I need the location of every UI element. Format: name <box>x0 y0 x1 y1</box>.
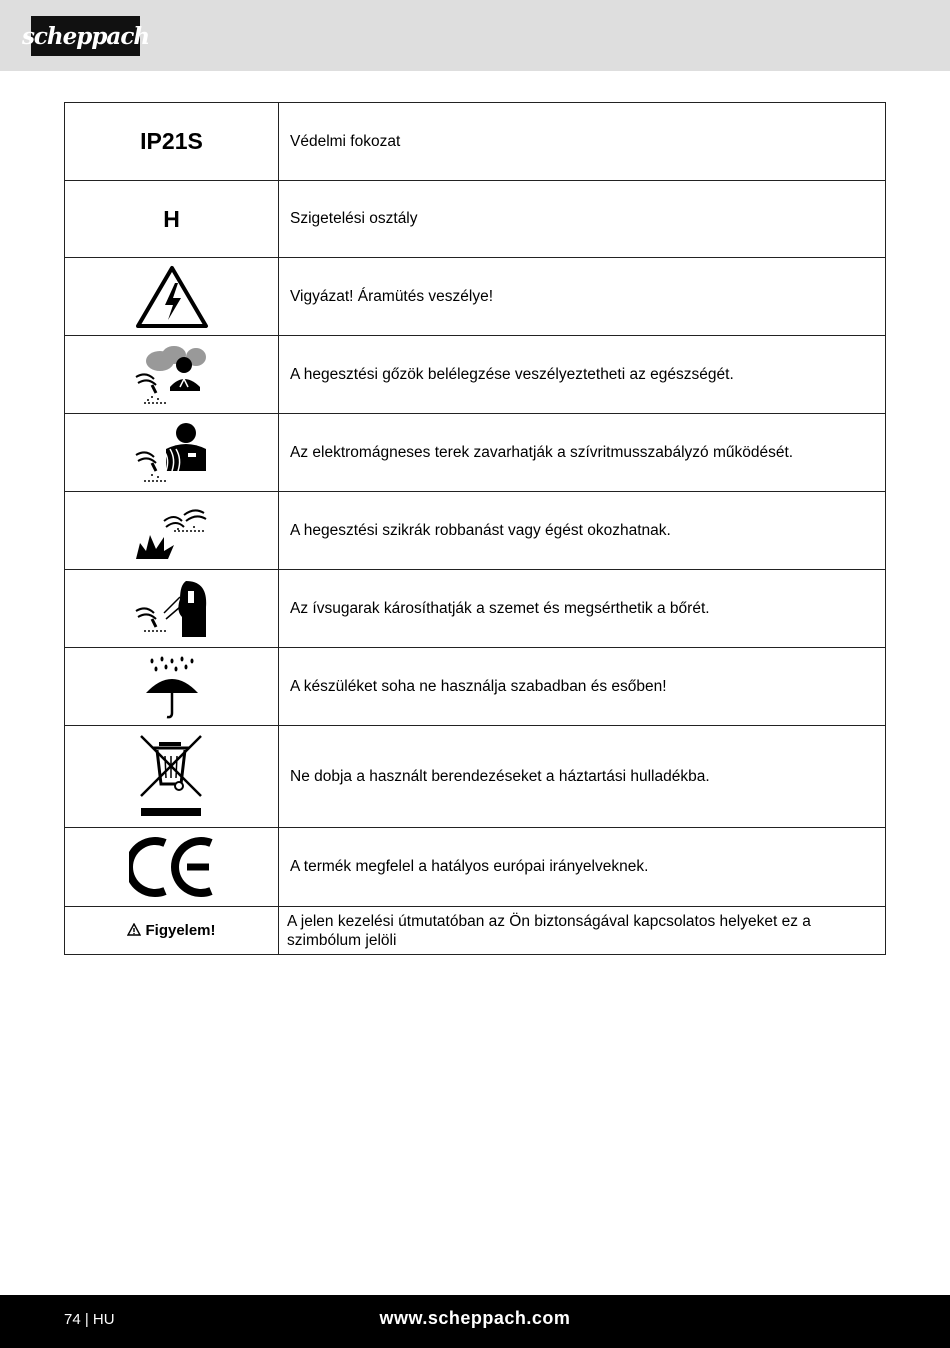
table-row <box>65 492 886 570</box>
description-cell: A jelen kezelési útmutatóban az Ön biztonságával kapcsolatos helyeket ez a szimbólum jelöli <box>279 907 886 955</box>
description-cell: Az elektromágneses terek zavarhatják a szívritmusszabályzó működését. <box>279 414 886 492</box>
welding-fumes-icon <box>134 343 210 407</box>
crossed-bin-icon <box>139 734 205 820</box>
scheppach-logo: scheppach <box>31 16 140 56</box>
protection-class-code: IP21S <box>140 128 203 154</box>
symbol-cell <box>65 648 279 726</box>
table-row <box>65 336 886 414</box>
description-cell: A hegesztési gőzök belélegzése veszélyeztetheti az egészségét. <box>279 336 886 414</box>
symbol-cell <box>65 336 279 414</box>
description-cell: A termék megfelel a hatályos európai irányelveknek. <box>279 828 886 907</box>
page-number: 74 | HU <box>64 1311 115 1328</box>
umbrella-rain-icon <box>144 655 200 719</box>
arc-rays-icon <box>134 577 210 641</box>
symbols-table <box>64 102 886 955</box>
description-cell: Ne dobja a használt berendezéseket a háztartási hulladékba. <box>279 726 886 828</box>
website-url: www.scheppach.com <box>379 1308 571 1328</box>
symbol-cell <box>65 103 279 181</box>
table-row <box>65 828 886 907</box>
symbol-cell <box>65 414 279 492</box>
table-row <box>65 258 886 336</box>
table-row <box>65 181 886 258</box>
ce-mark-icon <box>129 836 215 898</box>
table-row <box>65 907 886 955</box>
explosion-sparks-icon <box>134 499 210 563</box>
warning-triangle-icon <box>127 923 141 936</box>
table-row <box>65 414 886 492</box>
description-cell: Védelmi fokozat <box>279 103 886 181</box>
description-cell: A hegesztési szikrák robbanást vagy égést okozhatnak. <box>279 492 886 570</box>
table-row <box>65 648 886 726</box>
electric-shock-warning-icon <box>135 265 209 329</box>
table-row <box>65 570 886 648</box>
symbol-cell <box>65 907 279 955</box>
attention-label: Figyelem! <box>145 921 216 939</box>
description-cell: Szigetelési osztály <box>279 181 886 258</box>
table-row <box>65 103 886 181</box>
symbol-cell <box>65 258 279 336</box>
description-cell: Vigyázat! Áramütés veszélye! <box>279 258 886 336</box>
page-footer <box>0 1295 950 1348</box>
description-cell: Az ívsugarak károsíthatják a szemet és megsérthetik a bőrét. <box>279 570 886 648</box>
insulation-class-code: H <box>163 205 180 232</box>
symbol-cell <box>65 181 279 258</box>
symbol-cell <box>65 492 279 570</box>
page-header <box>0 0 950 71</box>
description-cell: A készüléket soha ne használja szabadban és esőben! <box>279 648 886 726</box>
symbol-cell <box>65 726 279 828</box>
table-row <box>65 726 886 828</box>
symbol-cell <box>65 570 279 648</box>
pacemaker-warning-icon <box>134 421 210 485</box>
symbol-cell <box>65 828 279 907</box>
